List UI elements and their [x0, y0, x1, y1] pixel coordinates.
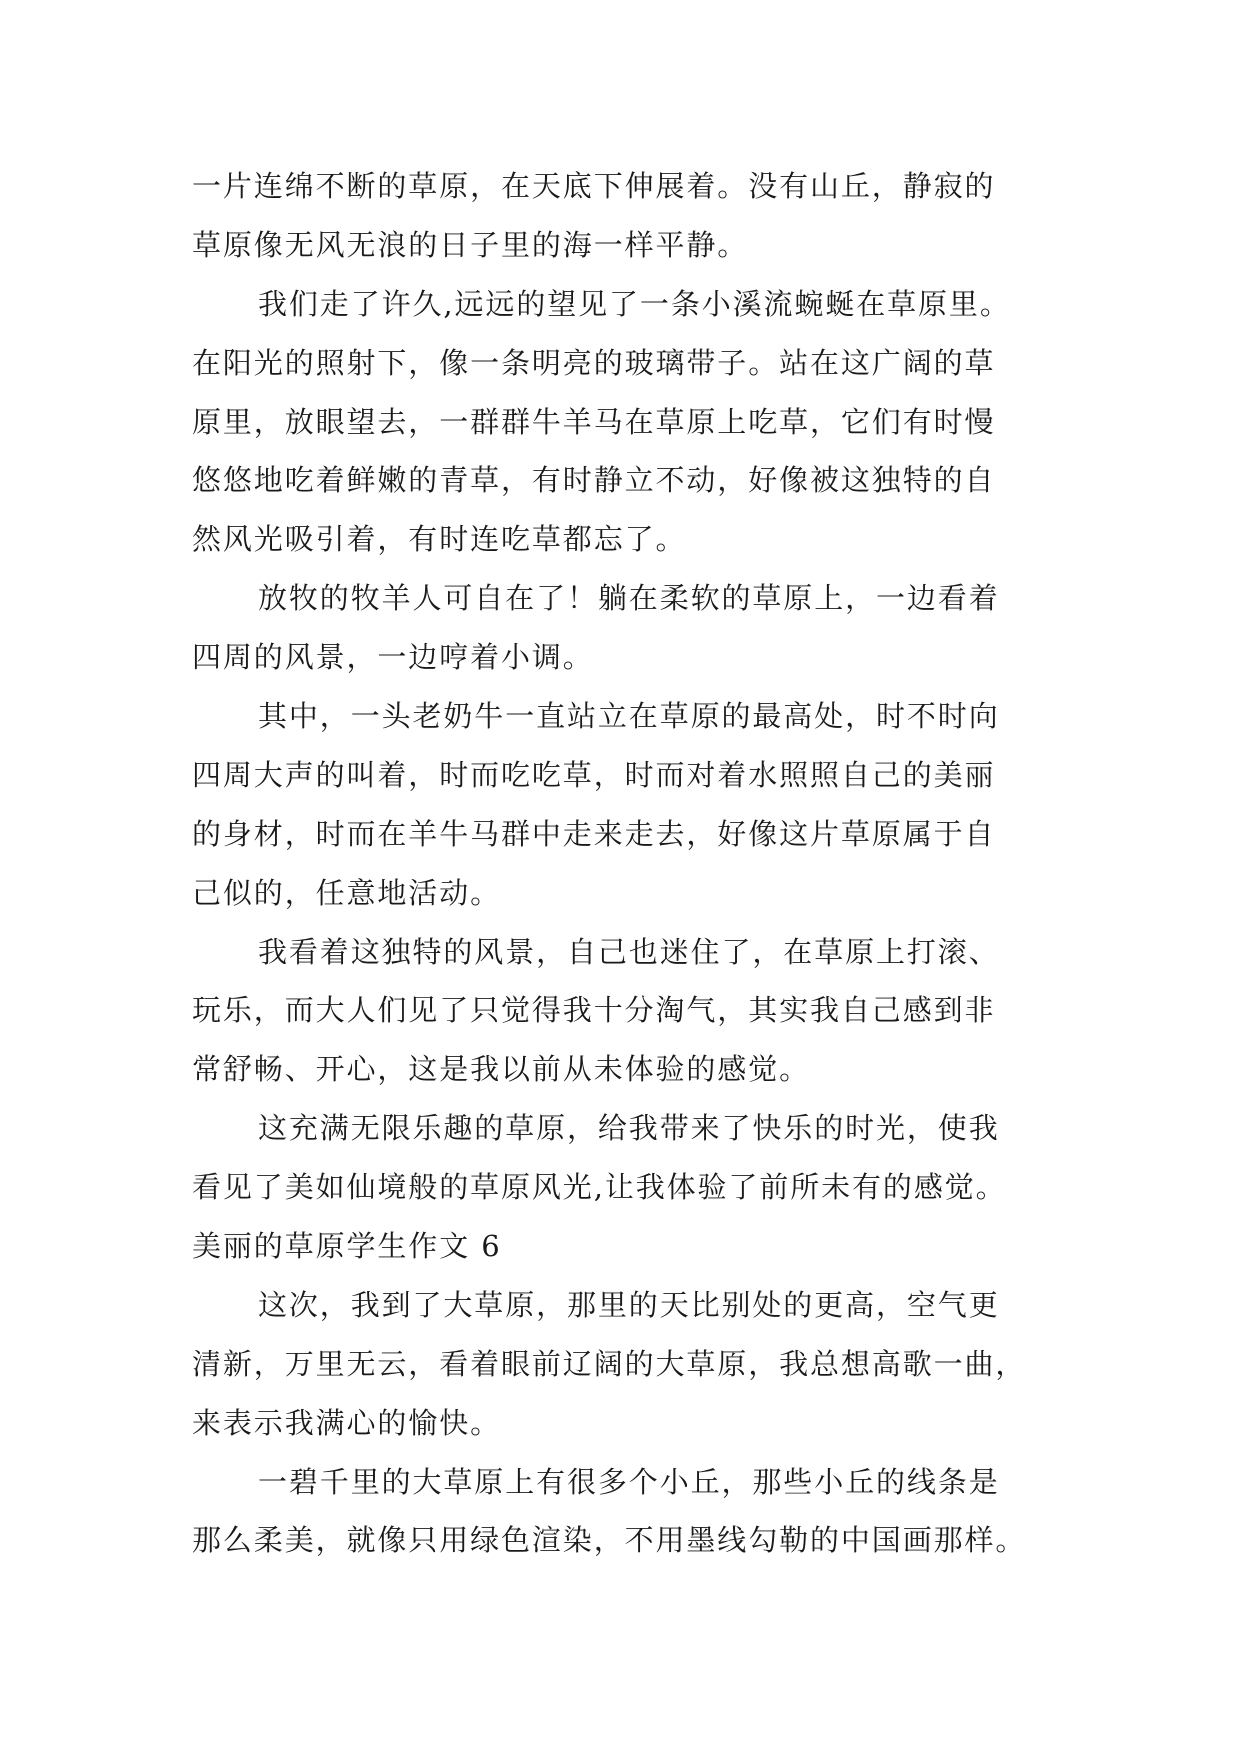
text-line: 在阳光的照射下，像一条明亮的玻璃带子。站在这广阔的草 — [192, 345, 996, 380]
section-heading: 美丽的草原学生作文 6 — [192, 1229, 502, 1264]
text-line: 其中，一头老奶牛一直站立在草原的最高处，时不时向 — [258, 699, 1000, 734]
text-line: 然风光吸引着，有时连吃草都忘了。 — [192, 522, 687, 557]
text-line: 我们走了许久,远远的望见了一条小溪流蜿蜒在草原里。 — [258, 286, 1011, 321]
text-line: 我看着这独特的风景，自己也迷住了，在草原上打滚、 — [258, 934, 1000, 969]
text-line: 常舒畅、开心，这是我以前从未体验的感觉。 — [192, 1052, 811, 1087]
text-line: 原里，放眼望去，一群群牛羊马在草原上吃草，它们有时慢 — [192, 404, 996, 439]
text-line: 清新，万里无云，看着眼前辽阔的大草原，我总想高歌一曲， — [192, 1346, 1027, 1381]
text-line: 一片连绵不断的草原，在天底下伸展着。没有山丘，静寂的 — [192, 169, 996, 203]
text-line: 四周的风景，一边哼着小调。 — [192, 640, 594, 675]
text-line: 看见了美如仙境般的草原风光,让我体验了前所未有的感觉。 — [192, 1170, 1007, 1205]
text-line: 四周大声的叫着，时而吃吃草，时而对着水照照自己的美丽 — [192, 757, 996, 792]
text-line: 这次，我到了大草原，那里的天比别处的更高，空气更 — [258, 1287, 1000, 1322]
text-line: 一碧千里的大草原上有很多个小丘，那些小丘的线条是 — [258, 1464, 1000, 1499]
text-line: 草原像无风无浪的日子里的海一样平静。 — [192, 227, 749, 262]
text-line: 放牧的牧羊人可自在了！躺在柔软的草原上，一边看着 — [258, 581, 1000, 616]
text-line: 己似的，任意地活动。 — [192, 875, 502, 910]
text-line: 那么柔美，就像只用绿色渲染，不用墨线勾勒的中国画那样。 — [192, 1523, 1027, 1558]
text-line: 玩乐，而大人们见了只觉得我十分淘气，其实我自己感到非 — [192, 993, 996, 1028]
text-line: 这充满无限乐趣的草原，给我带来了快乐的时光，使我 — [258, 1111, 1000, 1146]
text-line: 的身材，时而在羊牛马群中走来走去，好像这片草原属于自 — [192, 816, 996, 851]
text-line: 来表示我满心的愉快。 — [192, 1405, 502, 1440]
essay-text — [192, 157, 1092, 1570]
text-line: 悠悠地吃着鲜嫩的青草，有时静立不动，好像被这独特的自 — [192, 463, 996, 498]
